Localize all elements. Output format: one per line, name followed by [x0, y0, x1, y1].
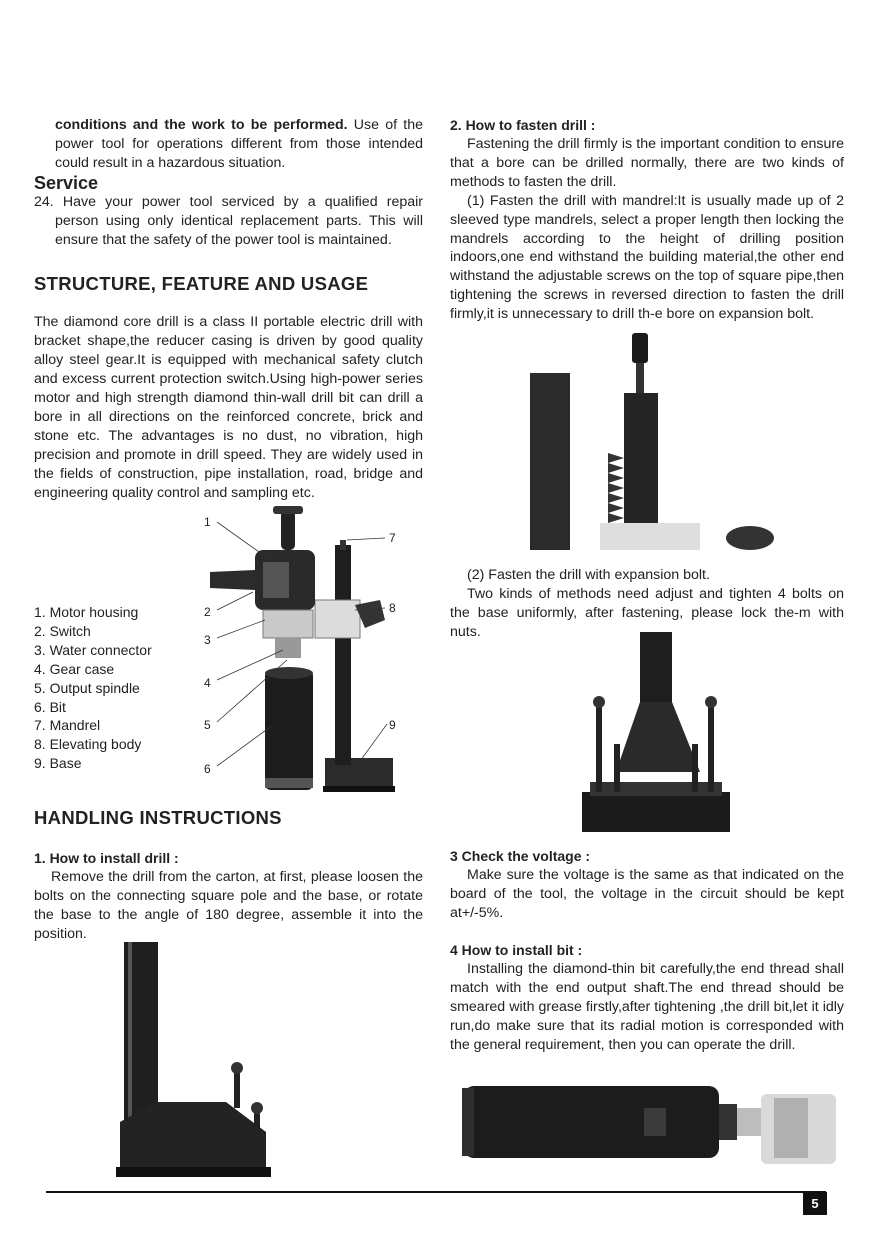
parts-legend-item: 6. Bit — [34, 698, 66, 715]
callout-label: 7 — [389, 531, 396, 545]
callout-label: 8 — [389, 601, 396, 615]
handling-section — [34, 807, 423, 944]
callout-label: 1 — [204, 515, 211, 529]
mandrel-paragraph: (1) Fasten the drill with mandrel:It is usually made up of 2 sleeved type mandrels, select a proper length then locking the mandrels according to the height of drilling position indoors,one end withstand the building material,the other end withstand the adjustable screws on the top of square pipe,then tightening the screws in reversed direction to fasten the drill firmly,it is unnecessary to drill th-e bore on expansion bolt. — [450, 192, 844, 323]
callout-label: 9 — [389, 718, 396, 732]
page-number: 5 — [803, 1192, 827, 1215]
voltage-paragraph: Make sure the voltage is the same as that indicated on the board of the tool, the voltage in the circuit should be kept at+/-5%. — [450, 867, 844, 921]
callout-label: 5 — [204, 718, 211, 732]
callout-label: 4 — [204, 676, 211, 690]
structure-heading: STRUCTURE, FEATURE AND USAGE — [34, 273, 369, 295]
core-drill-diagram — [195, 510, 410, 800]
callout-label: 6 — [204, 762, 211, 776]
parts-legend-item: 4. Gear case — [34, 660, 115, 677]
intro-text: Use of the power tool for operations different from those intended could result in a hazardous situation. — [55, 117, 423, 171]
parts-legend-item: 2. Switch — [34, 622, 91, 639]
bit-heading: 4 How to install bit : — [450, 942, 583, 958]
fasten-drill-paragraph: Fastening the drill firmly is the important condition to ensure that a bore can be drilled normally, there are two kinds of methods to fasten the drill. — [450, 136, 844, 190]
drill-stand-base-photo — [116, 942, 276, 1180]
parts-legend — [34, 603, 152, 773]
expansion-section — [450, 566, 844, 642]
bit-section — [450, 941, 844, 1055]
structure-paragraph: The diamond core drill is a class II portable electric drill with bracket shape,the reducer casing is driven by good quality alloy steel gear.It is equipped with mechanical safety clutch and excess current protection switch.Using high-power series motor and high strength diamond thin-wall drill bit can drill a bore in all directions on the reinforced concrete, brick and stone etc. The advantages is no dust, no vibration, high precision and promote in drill speed. They are widely used in the fields of construction, pipe installation, road, bridge and engineering quality control and sampling etc. — [34, 314, 423, 501]
diamond-bit-photo — [458, 1078, 836, 1170]
service-item: 24. Have your power tool serviced by a qualified repair person using only identical replacement parts. This will ensure that the safety of the power tool is maintained. — [34, 193, 423, 248]
parts-legend-item: 3. Water connector — [34, 641, 152, 658]
voltage-heading: 3 Check the voltage : — [450, 848, 591, 864]
handling-heading: HANDLING INSTRUCTIONS — [34, 807, 282, 828]
parts-legend-item: 9. Base — [34, 755, 82, 772]
expansion-bolt-base-photo — [582, 632, 732, 838]
intro-bold-text: conditions and the work to be performed. — [55, 117, 348, 133]
mandrel-photo — [530, 333, 780, 550]
install-drill-heading: 1. How to install drill : — [34, 850, 179, 866]
parts-legend-item: 8. Elevating body — [34, 736, 142, 753]
parts-legend-item: 7. Mandrel — [34, 717, 101, 734]
left-column — [34, 116, 423, 503]
voltage-section — [450, 847, 844, 923]
install-drill-paragraph: Remove the drill from the carton, at first, please loosen the bolts on the connecting square pole and the base, or rotate the base to the angle of 180 degree, assemble it into the position. — [34, 869, 423, 942]
right-column — [450, 116, 844, 324]
callout-label: 3 — [204, 633, 211, 647]
service-heading: Service — [34, 172, 99, 193]
parts-legend-item: 5. Output spindle — [34, 679, 140, 696]
parts-legend-item: 1. Motor housing — [34, 604, 139, 620]
fasten-drill-heading: 2. How to fasten drill : — [450, 117, 596, 133]
expansion-title: (2) Fasten the drill with expansion bolt. — [467, 567, 710, 583]
footer-rule — [46, 1191, 826, 1193]
intro-paragraph — [34, 116, 423, 173]
expansion-paragraph: Two kinds of methods need adjust and tighten 4 bolts on the base uniformly, after fastening, please lock the-m with nuts. — [450, 585, 844, 640]
bit-paragraph: Installing the diamond-thin bit carefully,the end thread shall match with the end output shaft.The end thread should be smeared with grease firstly,after tightening ,the drill bit,let it idly run,do make sure that its radial motion is corresponded with the general requirement, then you can operate the drill. — [450, 961, 844, 1053]
callout-label: 2 — [204, 605, 211, 619]
